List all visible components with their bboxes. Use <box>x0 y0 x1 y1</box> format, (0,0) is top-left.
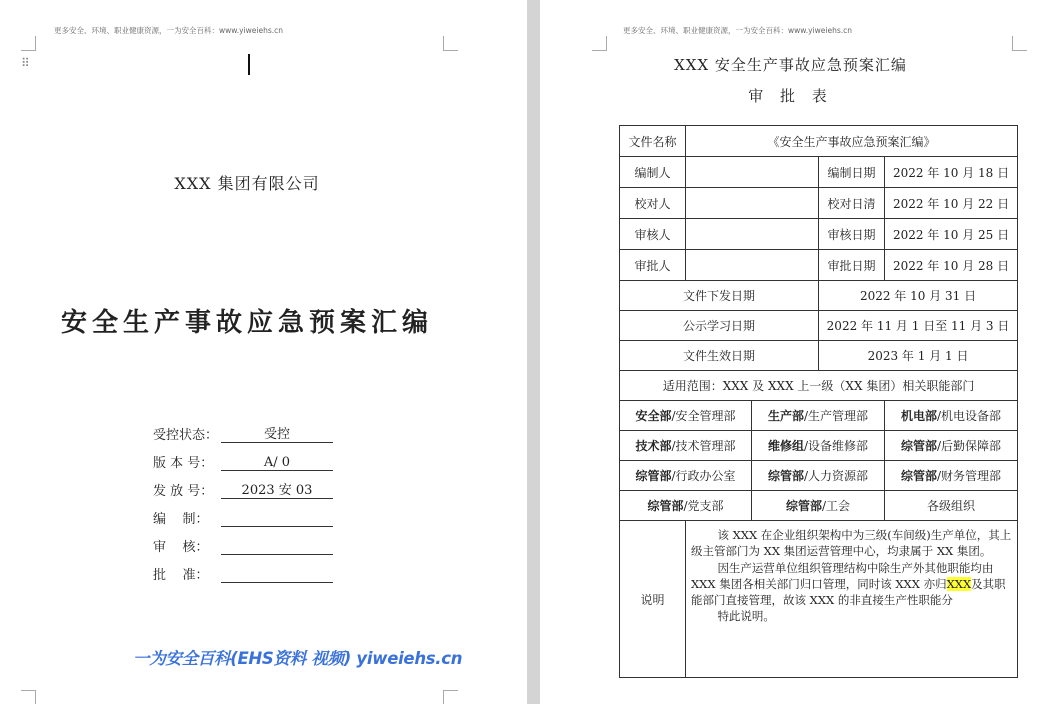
role-label: 编制人 <box>620 157 686 188</box>
cover-title: 安全生产事故应急预案汇编 <box>60 308 433 338</box>
margin-corner-mark <box>592 36 607 51</box>
table-row <box>620 491 1018 521</box>
control-label: 发 放 号： <box>153 484 214 499</box>
department-full: /财务管理部 <box>937 469 1002 483</box>
role-name-cell[interactable] <box>686 157 819 188</box>
department-abbr: 维修组 <box>767 439 804 453</box>
note-paragraph: 该 XXX 在企业组织架构中为三级(车间级)生产单位，其上级主管部门为 XX 集团运营管理中心，均隶属于 XX 集团。 <box>691 528 1012 559</box>
department-abbr: 综管部 <box>900 439 937 453</box>
note-paragraph <box>691 560 1012 609</box>
control-value[interactable]: 受控 <box>221 427 333 443</box>
table-row <box>620 250 1018 281</box>
department-abbr: 综管部 <box>785 499 822 513</box>
margin-corner-mark <box>443 36 458 51</box>
issue-number-row <box>153 480 333 499</box>
table-row <box>620 371 1018 401</box>
department-abbr: 机电部 <box>900 409 937 423</box>
control-label: 审 核： <box>153 540 209 555</box>
document-subtitle: 审 批 表 <box>748 87 833 105</box>
department-full: /人力资源部 <box>803 469 869 483</box>
role-label: 校对人 <box>620 188 686 219</box>
department-cell[interactable] <box>620 401 752 431</box>
text-cursor <box>248 54 250 75</box>
note-label: 说明 <box>620 521 686 678</box>
department-full: /工会 <box>821 499 851 513</box>
date-label: 文件生效日期 <box>620 341 819 371</box>
company-name: XXX 集团有限公司 <box>174 174 320 193</box>
table-row <box>620 157 1018 188</box>
document-title: XXX 安全生产事故应急预案汇编 <box>674 56 907 74</box>
department-abbr: 综管部 <box>635 469 672 483</box>
margin-corner-mark <box>21 36 36 51</box>
file-name-value[interactable]: 《安全生产事故应急预案汇编》 <box>686 126 1018 157</box>
department-cell[interactable] <box>885 431 1018 461</box>
approved-by-row <box>153 564 333 583</box>
control-value[interactable] <box>221 567 333 583</box>
date-value[interactable]: 2022 年 10 月 18 日 <box>885 157 1018 188</box>
department-cell[interactable] <box>885 401 1018 431</box>
table-row <box>620 188 1018 219</box>
margin-corner-mark <box>443 690 458 704</box>
control-label: 编 制： <box>153 512 209 527</box>
approval-page <box>540 0 1041 704</box>
date-value[interactable]: 2022 年 10 月 25 日 <box>885 219 1018 250</box>
department-cell[interactable] <box>885 461 1018 491</box>
control-value[interactable]: 2023 安 03 <box>221 483 333 499</box>
version-row <box>153 452 333 471</box>
header-note: 更多安全、环境、职业健康资源，一为安全百科：www.yiweiehs.cn <box>623 26 852 35</box>
date-label: 校对日清 <box>819 188 885 219</box>
table-row <box>620 281 1018 311</box>
date-label: 编制日期 <box>819 157 885 188</box>
role-name-cell[interactable] <box>686 188 819 219</box>
highlighted-text: XXX <box>946 576 972 591</box>
date-value[interactable]: 2023 年 1 月 1 日 <box>819 341 1018 371</box>
table-row <box>620 341 1018 371</box>
department-abbr: 综管部 <box>767 469 804 483</box>
table-row <box>620 126 1018 157</box>
department-cell[interactable] <box>620 431 752 461</box>
control-label: 受控状态： <box>153 428 219 443</box>
prepared-by-row <box>153 508 333 527</box>
department-cell[interactable] <box>620 461 752 491</box>
department-abbr: 综管部 <box>647 499 684 513</box>
department-full: /安全管理部 <box>671 409 736 423</box>
date-label: 公示学习日期 <box>620 311 819 341</box>
control-label: 版 本 号： <box>153 456 214 471</box>
date-value[interactable]: 2022 年 11 月 1 日至 11 月 3 日 <box>819 311 1018 341</box>
department-cell[interactable] <box>885 491 1018 521</box>
date-label: 审核日期 <box>819 219 885 250</box>
approval-table <box>619 125 1018 678</box>
table-row <box>620 431 1018 461</box>
margin-corner-mark <box>1012 36 1027 51</box>
department-full: /后勤保障部 <box>937 439 1002 453</box>
department-cell[interactable] <box>620 491 752 521</box>
date-value[interactable]: 2022 年 10 月 22 日 <box>885 188 1018 219</box>
note-cell[interactable] <box>686 521 1018 678</box>
department-abbr: 技术部 <box>635 439 672 453</box>
department-cell[interactable] <box>752 461 885 491</box>
role-label: 审批人 <box>620 250 686 281</box>
department-abbr: 生产部 <box>767 409 804 423</box>
date-value[interactable]: 2022 年 10 月 31 日 <box>819 281 1018 311</box>
department-full: /技术管理部 <box>671 439 736 453</box>
control-value[interactable]: A/ 0 <box>221 455 333 471</box>
department-full: /党支部 <box>683 499 724 513</box>
table-row <box>620 311 1018 341</box>
role-label: 审核人 <box>620 219 686 250</box>
department-full: /设备维修部 <box>803 439 869 453</box>
department-cell[interactable] <box>752 491 885 521</box>
control-label: 批 准： <box>153 568 209 583</box>
note-paragraph: 特此说明。 <box>717 609 775 624</box>
department-full: /生产管理部 <box>803 409 869 423</box>
watermark: 一为安全百科(EHS资料 视频) yiweiehs.cn <box>133 649 463 668</box>
department-cell[interactable] <box>752 431 885 461</box>
role-name-cell[interactable] <box>686 250 819 281</box>
department-full: /机电设备部 <box>937 409 1002 423</box>
table-row <box>620 521 1018 678</box>
header-note: 更多安全、环境、职业健康资源，一为安全百科：www.yiweiehs.cn <box>54 26 283 35</box>
scope-cell[interactable]: 适用范围：XXX 及 XXX 上一级（XX 集团）相关职能部门 <box>620 371 1018 401</box>
margin-corner-mark <box>21 690 36 704</box>
control-value[interactable] <box>221 539 333 555</box>
role-name-cell[interactable] <box>686 219 819 250</box>
reviewed-by-row <box>153 536 333 555</box>
note-text: 及其职能部门直接管理，故该 XXX 的非直接生产性职能分 <box>691 576 1006 608</box>
control-status-row <box>153 424 333 443</box>
date-label: 审批日期 <box>819 250 885 281</box>
page-gutter <box>527 0 540 704</box>
department-cell[interactable] <box>752 401 885 431</box>
control-value[interactable] <box>221 511 333 527</box>
file-name-label: 文件名称 <box>620 126 686 157</box>
department-full: 各级组织 <box>927 499 976 513</box>
date-label: 文件下发日期 <box>620 281 819 311</box>
note-text: 因生产运营单位组织管理结构中除生产外其他职能均由 XXX 集团各相关部门归口管理，同时该 XXX 亦归 <box>691 560 994 591</box>
table-row <box>620 401 1018 431</box>
department-abbr: 综管部 <box>900 469 937 483</box>
department-full: /行政办公室 <box>671 469 736 483</box>
table-row <box>620 461 1018 491</box>
table-row <box>620 219 1018 250</box>
department-abbr: 安全部 <box>635 409 672 423</box>
drag-handle-icon[interactable]: ⠿ <box>21 56 30 70</box>
date-value[interactable]: 2022 年 10 月 28 日 <box>885 250 1018 281</box>
